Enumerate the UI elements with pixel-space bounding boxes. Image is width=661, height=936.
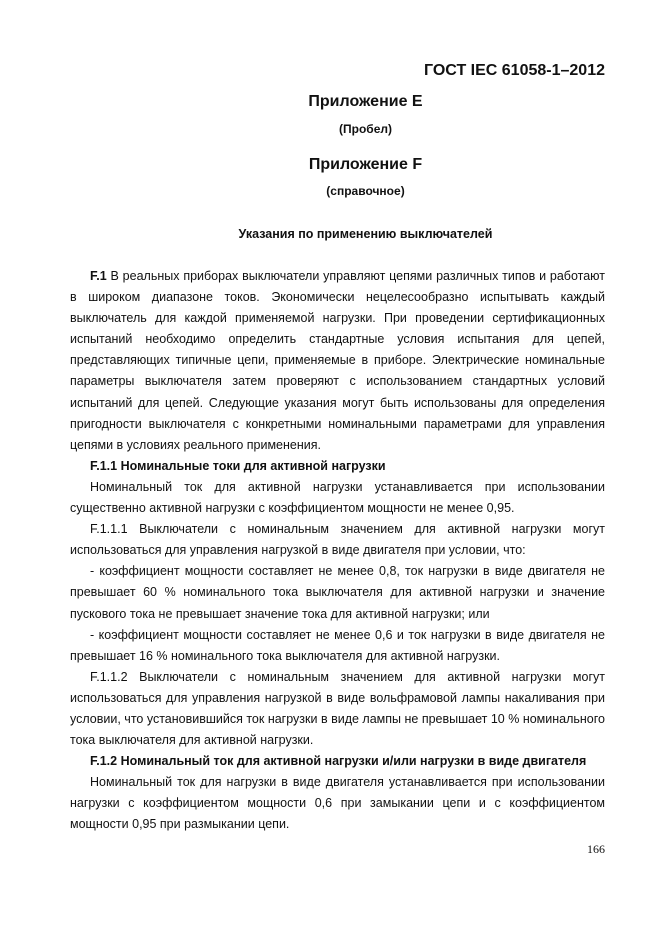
paragraph-f112: F.1.1.2 Выключатели с номинальным значением для активной нагрузки могут использоваться для управления нагрузкой в виде вольфрамовой лампы накаливания при условии, что установившийся ток нагрузки в виде лампы не превышает 10 % номинального тока выключателя для активной нагрузки. [70,669,605,748]
body-text [70,266,605,836]
page-number: 166 [587,842,605,856]
paragraph-f12: Номинальный ток для нагрузки в виде двигателя устанавливается при использовании нагрузки с коэффициентом мощности 0,6 при замыкании цепи и с коэффициентом мощности 0,95 при размыкании цепи. [70,775,605,832]
heading-f12: F.1.2 Номинальный ток для активной нагрузки и/или нагрузки в виде двигателя [90,754,587,769]
annex-f-title: Приложение F [308,156,423,173]
clause-label: F.1 [90,269,107,283]
annex-f-note: (справочное) [326,184,405,198]
paragraph-text: В реальных приборах выключатели управляют цепями различных типов и работают в широком диапазоне токов. Экономически нецелесообразно испытывать каждый выключатель для каждой применяемой нагрузки. При проведении сертификационных испытаний необходимо определить стандартные условия испытания для цепей, представляющих типичные цепи, применяемые в приборе. Электрические номинальные параметры выключателя затем проверяют с использованием стандартных условий испытаний для цепей. Следующие указания могут быть использованы для определения пригодности выключателя с конкретными номинальными параметрами для управления цепями в условиях реального применения. [70,269,605,452]
paragraph-f1 [70,266,605,456]
annex-e-note: (Пробел) [339,122,392,136]
heading-f11: F.1.1 Номинальные токи для активной нагрузки [90,458,386,473]
annex-e-title: Приложение E [308,93,423,110]
paragraph-f111: F.1.1.1 Выключатели с номинальным значением для активной нагрузки могут использоваться для управления нагрузкой в виде двигателя при условии, что: [70,522,605,558]
section-title: Указания по применению выключателей [238,227,493,241]
paragraph-f11: Номинальный ток для активной нагрузки устанавливается при использовании существенно активной нагрузки с коэффициентом мощности не менее 0,95. [70,479,605,516]
list-item: - коэффициент мощности составляет не менее 0,8, ток нагрузки в виде двигателя не превышает 60 % номинального тока выключателя для активной нагрузки и значение пускового тока не превышает значение тока для активной нагрузки; или [70,564,605,621]
standard-designation: ГОСТ IEC 61058-1–2012 [423,62,605,79]
list-item: - коэффициент мощности составляет не менее 0,6 и ток нагрузки в виде двигателя не превышает 16 % номинального тока выключателя для активной нагрузки. [70,627,605,663]
